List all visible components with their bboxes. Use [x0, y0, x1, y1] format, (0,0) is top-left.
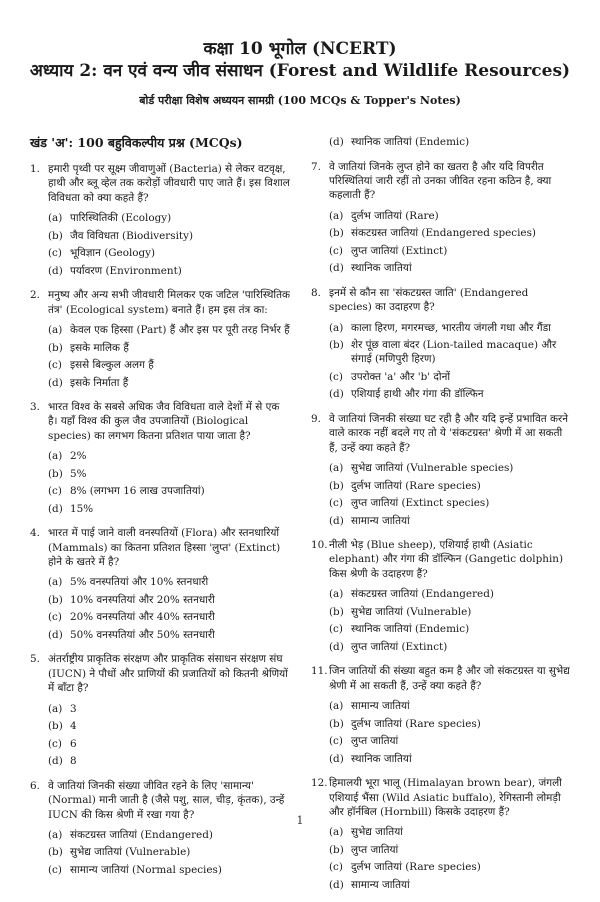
- options-list: [48, 322, 292, 392]
- option-text: लुप्त जातियां (Extinct): [351, 640, 448, 653]
- option-a: [48, 827, 292, 845]
- option-b: [329, 842, 573, 860]
- option-label: (c): [48, 247, 62, 260]
- options-list: [329, 586, 573, 656]
- option-b: [48, 466, 292, 484]
- question-number: 11.: [311, 665, 328, 678]
- question-4: [30, 526, 292, 644]
- options-list: [48, 701, 292, 771]
- question-number: 8.: [311, 286, 321, 299]
- option-d: [329, 877, 573, 895]
- option-label: (c): [48, 485, 62, 498]
- option-d: [48, 501, 292, 519]
- option-label: (c): [329, 623, 343, 636]
- document-subtitle: बोर्ड परीक्षा विशेष अध्ययन सामग्री (100 MCQs & Topper's Notes): [139, 94, 461, 107]
- option-text: 20% वनस्पतियां और 40% स्तनधारी: [70, 611, 215, 624]
- option-text: उपरोक्त 'a' और 'b' दोनों: [351, 370, 451, 383]
- option-text: काला हिरण, मगरमच्छ, भारतीय जंगली गधा और गैंडा: [351, 321, 551, 334]
- option-label: (c): [48, 611, 62, 624]
- option-label: (d): [329, 388, 344, 401]
- question-text: हमारी पृथ्वी पर सूक्ष्म जीवाणुओं (Bacteria) से लेकर वटवृक्ष, हाथी और ब्लू व्हेल तक करोड़ों जीवधारी पाए जाते हैं। इस विशाल विविधता को क्या कहते हैं?: [48, 163, 290, 204]
- option-label: (b): [329, 479, 344, 492]
- question-text: मनुष्य और अन्य सभी जीवधारी मिलकर एक जटिल 'पारिस्थितिक तंत्र' (Ecological system) बनाते हैं। हम इस तंत्र का:: [48, 289, 290, 316]
- question-number: 3.: [30, 401, 40, 414]
- option-label: (b): [48, 341, 63, 354]
- question-text: इनमें से कौन सा 'संकटग्रस्त जाति' (Endangered species) का उदाहरण है?: [329, 286, 529, 314]
- option-label: (c): [329, 735, 343, 748]
- option-d: [329, 639, 573, 657]
- option-c: [329, 243, 573, 261]
- option-text: एशियाई हाथी और गंगा की डॉल्फिन: [351, 388, 484, 401]
- option-a: [329, 586, 573, 604]
- option-text: इससे बिल्कुल अलग हैं: [70, 359, 154, 372]
- option-label: (b): [329, 605, 344, 618]
- options-list: [329, 698, 573, 768]
- option-label: (d): [329, 878, 344, 891]
- option-text: 15%: [70, 502, 94, 515]
- option-label: (a): [48, 576, 63, 589]
- option-c: [48, 483, 292, 501]
- option-c: [48, 736, 292, 754]
- question-6: [30, 779, 292, 880]
- option-label: (d): [329, 136, 344, 148]
- option-text: संकटग्रस्त जातियां (Endangered species): [351, 227, 536, 240]
- option-c: [48, 609, 292, 627]
- option-text: दुर्लभ जातियां (Rare species): [351, 479, 481, 492]
- option-text: लुप्त जातियां (Extinct): [351, 244, 448, 257]
- option-text: 50% वनस्पतियां और 50% स्तनधारी: [70, 628, 215, 641]
- option-text: केवल एक हिस्सा (Part) हैं और इस पर पूरी तरह निर्भर हैं: [70, 324, 290, 337]
- left-column: [30, 134, 292, 887]
- option-label: (d): [329, 262, 344, 275]
- option-text: सुभेद्य जातियां: [351, 826, 403, 839]
- option-c: [329, 495, 573, 513]
- option-label: (a): [329, 462, 344, 475]
- option-label: (b): [48, 593, 63, 606]
- option-text: 8: [70, 755, 77, 768]
- question-number: 6.: [30, 779, 40, 792]
- option-text: 5%: [70, 467, 87, 480]
- option-b: [329, 478, 573, 496]
- option-text: संकटग्रस्त जातियां (Endangered): [70, 828, 213, 841]
- option-d: [329, 513, 573, 531]
- option-label: (b): [329, 227, 344, 240]
- document-title: कक्षा 10 भूगोल (NCERT): [203, 39, 397, 59]
- option-text: दुर्लभ जातियां (Rare): [351, 209, 439, 222]
- question-1: [30, 162, 292, 280]
- option-a: [329, 698, 573, 716]
- option-d: [329, 260, 573, 278]
- question-11: [311, 664, 573, 768]
- options-list: [329, 208, 573, 278]
- option-a: [48, 574, 292, 592]
- option-d: [329, 386, 573, 404]
- question-2: [30, 288, 292, 392]
- options-list: [48, 210, 292, 280]
- option-label: (b): [329, 339, 344, 352]
- question-text: वे जातियां जिनके लुप्त होने का खतरा है और यदि विपरीत परिस्थितियां जारी रहीं तो उनका जीवित रहना कठिन है, क्या कहलाती हैं?: [329, 160, 552, 202]
- option-text: दुर्लभ जातियां (Rare species): [351, 717, 481, 730]
- option-a: [48, 448, 292, 466]
- option-text: स्थानिक जातियां (Endemic): [351, 136, 470, 148]
- option-text: 3: [70, 702, 77, 715]
- question-text: वे जातियां जिनकी संख्या जीवित रहने के लिए 'सामान्य' (Normal) मानी जाती है (जैसे पशु, साल, चीड़, कृंतक), उन्हें IUCN की किस श्रेणी में रखा गया है?: [48, 779, 285, 821]
- option-b: [48, 340, 292, 358]
- option-label: (a): [329, 209, 344, 222]
- options-list: [329, 134, 573, 152]
- option-text: इसके निर्माता हैं: [70, 376, 129, 389]
- question-text: भारत विश्व के सबसे अधिक जैव विविधता वाले देशों में से एक है। यहाँ विश्व की कुल जैव उपजातियों (Biological species) का लगभग कितना प्रतिशत पाया जाता है?: [48, 401, 280, 442]
- option-label: (c): [329, 244, 343, 257]
- question-5: [30, 652, 292, 770]
- option-label: (b): [329, 843, 344, 856]
- option-d: [48, 375, 292, 393]
- option-c: [48, 245, 292, 263]
- option-text: लुप्त जातियां: [351, 735, 399, 748]
- option-c: [48, 862, 292, 880]
- question-number: 4.: [30, 527, 40, 540]
- option-text: 4: [70, 720, 77, 733]
- option-label: (a): [48, 450, 63, 463]
- right-column: [311, 134, 573, 902]
- question-7: [311, 160, 573, 278]
- option-d: [329, 751, 573, 769]
- option-text: इसके मालिक हैं: [70, 341, 129, 354]
- option-text: लुप्त जातियां (Extinct species): [351, 497, 490, 510]
- option-c: [329, 859, 573, 877]
- option-label: (a): [48, 212, 63, 225]
- option-text: सामान्य जातियां: [351, 878, 410, 891]
- option-b: [329, 338, 573, 367]
- chapter-title: अध्याय 2: वन एवं वन्य जीव संसाधन (Forest and Wildlife Resources): [29, 61, 571, 81]
- option-text: स्थानिक जातियां: [351, 262, 412, 275]
- option-a: [48, 210, 292, 228]
- question-text: नीली भेड़ (Blue sheep), एशियाई हाथी (Asiatic elephant) और गंगा की डॉल्फिन (Gangetic dolphin) किस श्रेणी के उदाहरण हैं?: [329, 539, 564, 580]
- options-list: [48, 827, 292, 880]
- option-b: [329, 716, 573, 734]
- option-b: [48, 844, 292, 862]
- option-label: (d): [48, 502, 63, 515]
- option-d: [48, 627, 292, 645]
- question-9: [311, 412, 573, 530]
- option-label: (a): [329, 826, 344, 839]
- option-c: [329, 621, 573, 639]
- option-label: (b): [329, 717, 344, 730]
- option-label: (a): [48, 702, 63, 715]
- option-a: [329, 460, 573, 478]
- question-12: [311, 776, 573, 894]
- option-b: [48, 718, 292, 736]
- option-label: (d): [48, 264, 63, 277]
- question-number: 10.: [311, 539, 328, 552]
- option-label: (d): [329, 752, 344, 765]
- option-text: 5% वनस्पतियां और 10% स्तनधारी: [70, 576, 209, 589]
- option-text: सुभेद्य जातियां (Vulnerable): [351, 605, 472, 618]
- option-text: 6: [70, 737, 77, 750]
- question-6-continued: [311, 134, 573, 152]
- option-b: [329, 604, 573, 622]
- section-heading: खंड 'अ': 100 बहुविकल्पीय प्रश्न (MCQs): [30, 135, 243, 150]
- option-label: (d): [329, 640, 344, 653]
- options-list: [48, 448, 292, 518]
- option-label: (c): [48, 737, 62, 750]
- option-a: [48, 701, 292, 719]
- option-a: [329, 208, 573, 226]
- option-text: 2%: [70, 450, 87, 463]
- option-text: लुप्त जातियां: [351, 843, 399, 856]
- option-text: सुभेद्य जातियां (Vulnerable species): [351, 462, 514, 475]
- option-a: [48, 322, 292, 340]
- question-number: 9.: [311, 412, 321, 425]
- option-label: (a): [329, 700, 344, 713]
- option-text: जैव विविधता (Biodiversity): [70, 229, 194, 242]
- option-text: पर्यावरण (Environment): [70, 264, 182, 277]
- question-8: [311, 286, 573, 404]
- question-text: जिन जातियों की संख्या बहुत कम है और जो संकटग्रस्त या सुभेद्य श्रेणी में आ सकती हैं, उन्हें क्या कहते हैं?: [329, 665, 570, 692]
- option-d: [48, 263, 292, 281]
- option-text: सामान्य जातियां: [351, 514, 410, 527]
- options-list: [329, 460, 573, 530]
- option-text: 8% (लगभग 16 लाख उपजातियां): [70, 485, 205, 498]
- options-list: [329, 824, 573, 894]
- option-c: [48, 357, 292, 375]
- question-text: वे जातियां जिनकी संख्या घट रही है और यदि इन्हें प्रभावित करने वाले कारक नहीं बदले गए तो ये 'संकटग्रस्त' श्रेणी में आ सकती हैं, उन्हें क्या कहते हैं?: [329, 412, 568, 454]
- question-number: 7.: [311, 160, 321, 173]
- option-b: [48, 592, 292, 610]
- option-text: सामान्य जातियां: [351, 700, 410, 713]
- option-d: [329, 134, 573, 152]
- option-text: सामान्य जातियां (Normal species): [70, 863, 222, 876]
- option-label: (b): [48, 229, 63, 242]
- option-text: पारिस्थितिकी (Ecology): [70, 212, 172, 225]
- question-text: अंतर्राष्ट्रीय प्राकृतिक संरक्षण और प्राकृतिक संसाधन संरक्षण संघ (IUCN) ने पौधों और प्राणियों की प्रजातियों को कितनी श्रेणियों में बाँटा है?: [48, 653, 288, 695]
- option-label: (a): [329, 321, 344, 334]
- option-a: [329, 320, 573, 338]
- option-label: (d): [48, 755, 63, 768]
- question-number: 5.: [30, 653, 40, 666]
- option-label: (b): [48, 846, 63, 859]
- option-text: 10% वनस्पतियां और 20% स्तनधारी: [70, 593, 215, 606]
- option-c: [329, 733, 573, 751]
- option-label: (c): [48, 863, 62, 876]
- option-c: [329, 369, 573, 387]
- question-text: भारत में पाई जाने वाली वनस्पतियों (Flora) और स्तनधारियों (Mammals) का कितना प्रतिशत हिस्सा 'लुप्त' (Extinct) होने के खतरे में है?: [48, 527, 281, 569]
- option-label: (d): [48, 376, 63, 389]
- option-text: स्थानिक जातियां: [351, 752, 412, 765]
- question-number: 2.: [30, 289, 40, 302]
- option-text: शेर पूंछ वाला बंदर (Lion-tailed macaque) और संगाई (मणिपुरी हिरण): [351, 339, 557, 366]
- option-label: (c): [329, 497, 343, 510]
- option-text: स्थानिक जातियां (Endemic): [351, 623, 470, 636]
- page-number: 1: [296, 814, 304, 827]
- option-label: (c): [329, 370, 343, 383]
- option-text: दुर्लभ जातियां (Rare species): [351, 861, 481, 874]
- option-label: (d): [48, 628, 63, 641]
- option-text: संकटग्रस्त जातियां (Endangered): [351, 588, 494, 601]
- options-list: [48, 574, 292, 644]
- option-label: (a): [48, 828, 63, 841]
- option-text: भूविज्ञान (Geology): [70, 247, 156, 260]
- option-label: (b): [48, 720, 63, 733]
- question-10: [311, 538, 573, 656]
- option-d: [48, 753, 292, 771]
- question-text: हिमालयी भूरा भालू (Himalayan brown bear), जंगली एशियाई भैंसा (Wild Asiatic buffalo), रेगिस्तानी लोमड़ी और हॉर्नबिल (Hornbill) किसके उदाहरण हैं?: [329, 777, 562, 818]
- option-label: (d): [329, 514, 344, 527]
- question-number: 1.: [30, 163, 40, 175]
- option-label: (a): [329, 588, 344, 601]
- document-header: [0, 38, 600, 108]
- options-list: [329, 320, 573, 404]
- question-number: 12.: [311, 777, 328, 790]
- option-label: (a): [48, 324, 63, 337]
- option-b: [48, 228, 292, 246]
- option-label: (c): [329, 861, 343, 874]
- option-text: सुभेद्य जातियां (Vulnerable): [70, 846, 191, 859]
- option-label: (b): [48, 467, 63, 480]
- option-label: (c): [48, 359, 62, 372]
- question-3: [30, 400, 292, 518]
- option-b: [329, 225, 573, 243]
